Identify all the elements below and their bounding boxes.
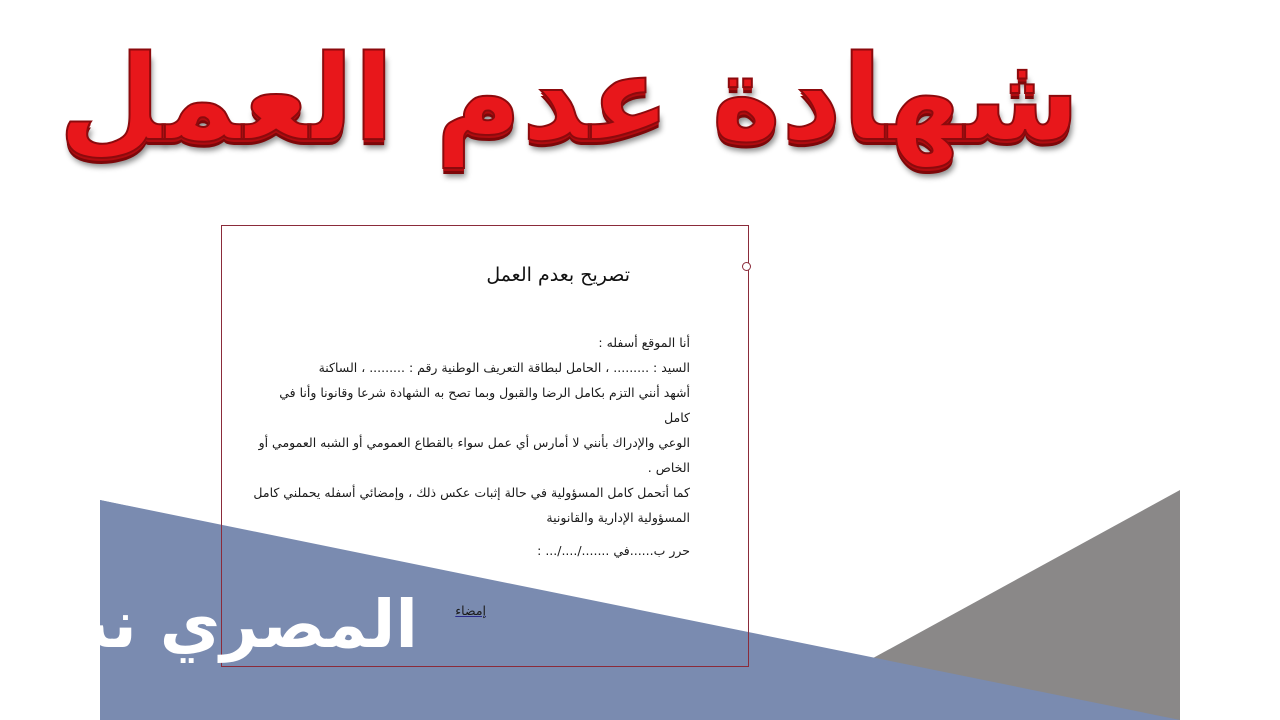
body-line: أنا الموقع أسفله : xyxy=(598,335,690,350)
document-body xyxy=(250,330,690,530)
body-line: الوعي والإدراك بأنني لا أمارس أي عمل سواء بالقطاع العمومي أو الشبه العمومي أو xyxy=(258,435,690,450)
headline: شهادة عدم العمل xyxy=(58,29,1080,167)
body-line: السيد : ......... ، الحامل لبطاقة التعريف الوطنية رقم : ......... ، الساكنة xyxy=(318,360,690,375)
frame-resize-handle[interactable] xyxy=(742,262,751,271)
brand-watermark: المصري نت xyxy=(42,586,418,663)
body-line: أشهد أنني التزم بكامل الرضا والقبول وبما تصح به الشهادة شرعا وقانونا وأنا في كامل xyxy=(279,385,690,425)
signature-label: إمضاء xyxy=(455,603,486,618)
document-title: تصريح بعدم العمل xyxy=(486,264,630,286)
body-line: كما أتحمل كامل المسؤولية في حالة إثبات عكس ذلك ، وإمضائي أسفله يحملني كامل xyxy=(253,485,690,500)
body-line: الخاص . xyxy=(647,460,690,475)
body-line: المسؤولية الإدارية والقانونية xyxy=(546,510,690,525)
date-line: حرر ب......في ......./..../... : xyxy=(537,543,690,558)
